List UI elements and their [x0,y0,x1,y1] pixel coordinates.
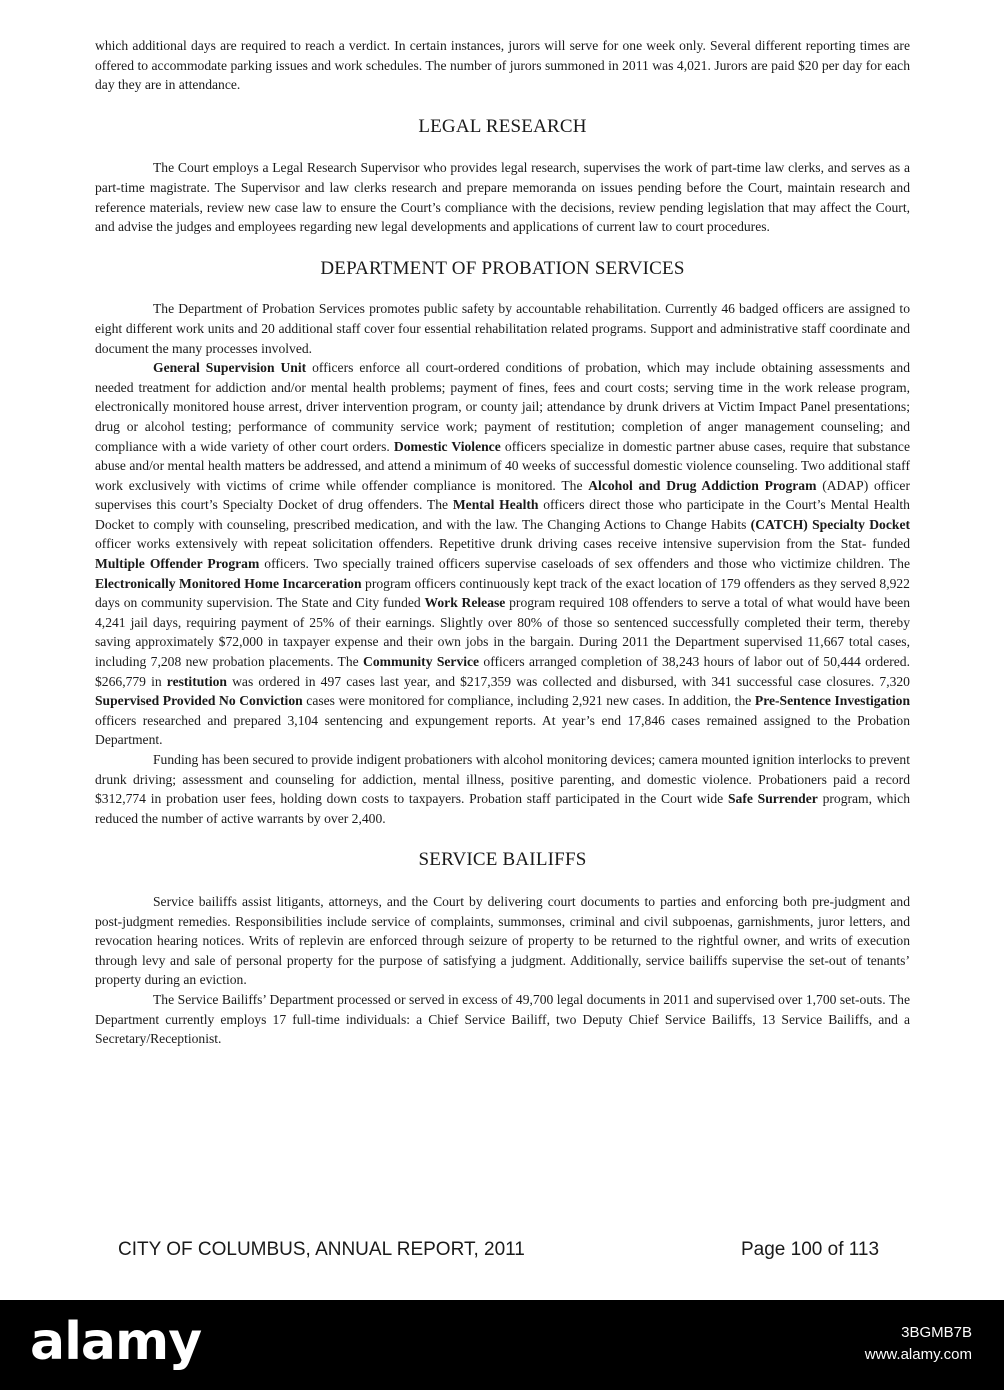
bold-term: Supervised Provided No Conviction [95,693,303,709]
bailiffs-paragraph-2: The Service Bailiffs’ Department processed or served in excess of 49,700 legal documents in 2011 and supervised over 1,700 set-outs. The Department currently employs 17 full-time individuals: a Chief Service Bailiff, two Deputy Chief Service Bailiffs, 13 Service Bailiffs, and a Secretary/Receptionist. [95,991,910,1047]
bold-term: Multiple Offender Program [95,556,260,572]
bold-term: Community Service [363,654,480,670]
watermark-site: www.alamy.com [864,1346,972,1363]
bold-term: General Supervision Unit [153,360,307,376]
bold-term: Domestic Violence [393,438,501,454]
bold-term: Mental Health [452,497,539,513]
bold-term: Electronically Monitored Home Incarceration [95,575,362,591]
bold-term: Work Release [424,595,506,611]
bold-term: Pre-Sentence Investigation [754,693,911,709]
watermark-bar [0,1300,1004,1390]
legal-research-paragraph: The Court employs a Legal Research Supervisor who provides legal research, supervises the work of part-time law clerks, and serves as a part-time magistrate. The Supervisor and law clerks research and prepare memoranda on issues pending before the Court, maintain research and reference materials, review new case law to ensure the Court’s compliance with the decisions, review pending legislation that may affect the Court, and advise the judges and employees regarding new legal developments and applications of current law to court procedures. [95,160,910,235]
service-bailiffs-heading: SERVICE BAILIFFS [418,849,587,871]
probation-heading: DEPARTMENT OF PROBATION SERVICES [320,257,685,279]
bold-term: restitution [166,673,227,689]
legal-research-heading: LEGAL RESEARCH [418,115,587,137]
bold-term: Alcohol and Drug Addiction Program [588,477,817,493]
footer-report-title: CITY OF COLUMBUS, ANNUAL REPORT, 2011 [118,1239,525,1260]
intro-paragraph: which additional days are required to reach a verdict. In certain instances, jurors will serve for one week only. Several different reporting times are offered to accommodate parking issues and work schedules. The number of jurors summoned in 2011 was 4,021. Jurors are paid $20 per day for each day they are in attendance. [95,38,910,93]
watermark-image-id: 3BGMB7B [901,1324,972,1341]
page-content [95,36,910,1049]
probation-paragraph-2: General Supervision Unit officers enforce all court-ordered conditions of probation, which may include obtaining assessments and needed treatment for addiction and/or mental health problems; payment of fines, fees and court costs; serving time in the work release program, electronically monitored house arrest, driver intervention program, or county jail; attendance by drunk drivers at Victim Impact Panel presentations; drug or alcohol testing; performance of community service work; payment of restitution; completion of anger management counseling; and compliance with a wide variety of other court orders. Domestic Violence officers specialize in domestic partner abuse cases, require that substance abuse and/or mental health matters be addressed, and attend a minimum of 40 weeks of successful domestic violence counseling. Two additional staff work exclusively with victims of crime while offender compliance is monitored. The Alcohol and Drug Addiction Program (ADAP) officer supervises this court’s Specialty Docket of drug offenders. The Mental Health officers direct those who participate in the Court’s Mental Health Docket to comply with counseling, prescribed medication, and with the law. The Changing Actions to Change Habits (CATCH) Specialty Docket officer works extensively with repeat solicitation offenders. Repetitive drunk driving cases receive intensive supervision from the Stat- funded Multiple Offender Program officers. Two specially trained officers supervise caseloads of sex offenders and those who victimize children. The Electronically Monitored Home Incarceration program officers continuously kept track of the exact location of 179 offenders as they served 8,922 days on community supervision. The State and City funded Work Release program required 108 offenders to serve a total of what would have been 4,241 jail days, requiring payment of 25% of their earnings. Slightly over 80% of those so sentenced successfully completed their term, thereby saving approximately $72,000 in taxpayer expense and their own jobs in the bargain. During 2011 the Department supervised 11,667 total cases, including 7,208 new probation placements. The Community Service officers arranged completion of 38,243 hours of labor out of 50,444 ordered. $266,779 in restitution was ordered in 497 cases last year, and $217,359 was collected and disbursed, with 341 successful case closures. 7,320 Supervised Provided No Conviction cases were monitored for compliance, including 2,921 new cases. In addition, the Pre-Sentence Investigation officers researched and prepared 3,104 sentencing and expungement reports. At year’s end 17,846 cases remained assigned to the Probation Department. [95,360,911,748]
alamy-logo: alamy [30,1312,202,1372]
bold-term: Safe Surrender [727,791,818,807]
page-footer [0,1239,1004,1265]
probation-paragraph-1: The Department of Probation Services promotes public safety by accountable rehabilitation. Currently 46 badged officers are assigned to eight different work units and 20 additional staff cover four essential rehabilitation related programs. Support and administrative staff coordinate and document the many processes involved. [95,301,910,356]
bold-term: (CATCH) Specialty Docket [750,516,910,532]
footer-page-number: Page 100 of 113 [741,1239,880,1260]
bailiffs-paragraph-1: Service bailiffs assist litigants, attorneys, and the Court by delivering court documents to parties and enforcing both pre-judgment and post-judgment remedies. Responsibilities include service of complaints, summonses, criminal and civil subpoenas, garnishments, juror letters, and revocation hearing notices. Writs of replevin are enforced through seizure of property to be returned to the rightful owner, and writs of execution through levy and sale of personal property for the purpose of satisfying a judgment. Additionally, service bailiffs supervise the set-out of tenants’ property during an eviction. [95,893,910,988]
probation-paragraph-3: Funding has been secured to provide indigent probationers with alcohol monitoring devices; camera mounted ignition interlocks to prevent drunk driving; assessment and counseling for addiction, mental illness, positive parenting, and domestic violence. Probationers paid a record $312,774 in probation user fees, holding down costs to taxpayers. Probation staff participated in the Court wide Safe Surrender program, which reduced the number of active warrants by over 2,400. [95,752,911,826]
watermark-info [865,1322,972,1366]
